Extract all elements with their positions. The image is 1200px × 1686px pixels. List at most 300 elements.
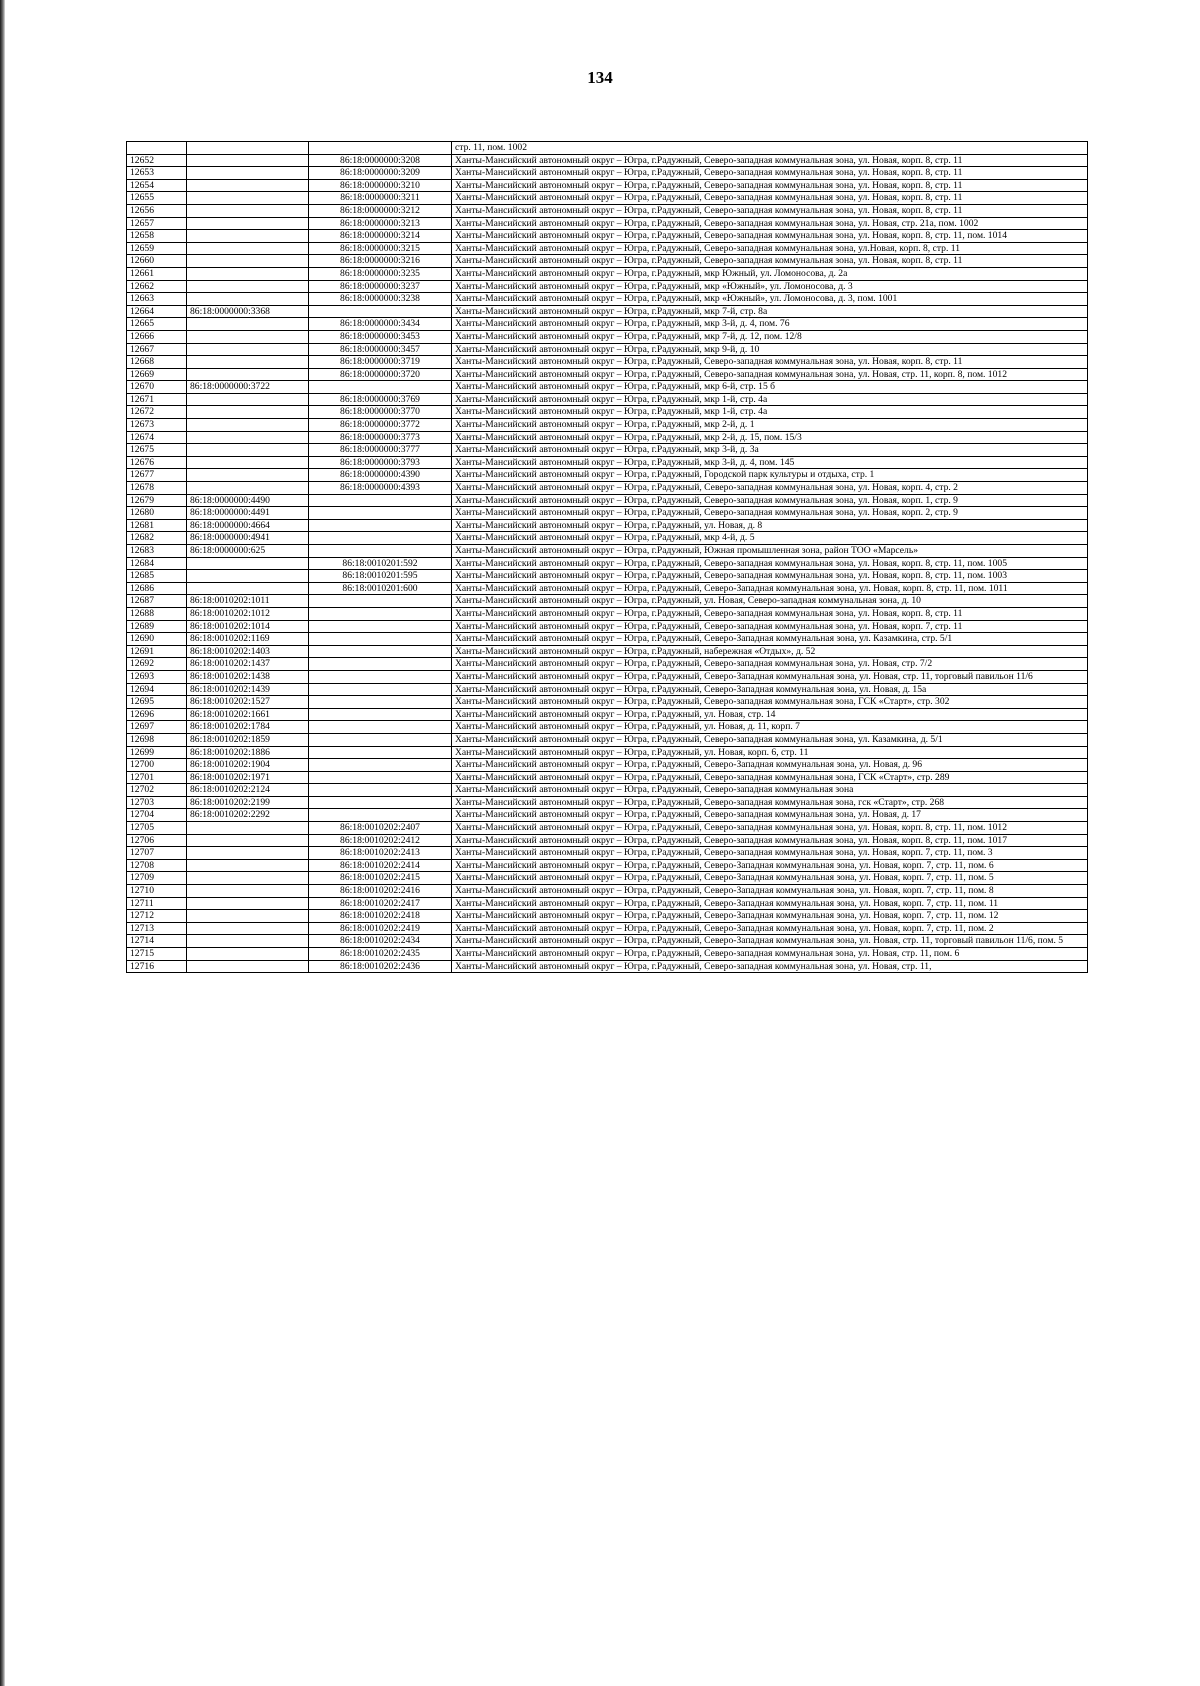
table-row xyxy=(127,393,1088,406)
object-cadastral-cell xyxy=(309,633,452,646)
land-cadastral-cell xyxy=(187,368,309,381)
land-cadastral-cell xyxy=(187,204,309,217)
address-cell: Ханты-Мансийский автономный округ – Югра, г.Радужный, ул. Новая, д. 8 xyxy=(452,519,1088,532)
table-row xyxy=(127,733,1088,746)
address-cell: Ханты-Мансийский автономный округ – Югра, г.Радужный, мкр 2-й, д. 1 xyxy=(452,419,1088,432)
record-number-cell: 12669 xyxy=(127,368,187,381)
record-number-cell: 12699 xyxy=(127,746,187,759)
object-cadastral-cell xyxy=(309,381,452,394)
table-row xyxy=(127,356,1088,369)
land-cadastral-cell xyxy=(187,217,309,230)
land-cadastral-cell: 86:18:0010202:2199 xyxy=(187,796,309,809)
address-cell: Ханты-Мансийский автономный округ – Югра, г.Радужный, Северо-Западная коммунальная зона, ул. Новая, д. 96 xyxy=(452,759,1088,772)
table-row xyxy=(127,242,1088,255)
object-cadastral-cell: 86:18:0000000:3453 xyxy=(309,330,452,343)
record-number-cell: 12652 xyxy=(127,154,187,167)
land-cadastral-cell xyxy=(187,847,309,860)
address-cell: Ханты-Мансийский автономный округ – Югра, г.Радужный, Северо-западная коммунальная зона, ул. Новая, д. 17 xyxy=(452,809,1088,822)
land-cadastral-cell xyxy=(187,960,309,973)
address-cell: Ханты-Мансийский автономный округ – Югра, г.Радужный, Городской парк культуры и отдыха, стр. 1 xyxy=(452,469,1088,482)
land-cadastral-cell xyxy=(187,154,309,167)
address-cell: Ханты-Мансийский автономный округ – Югра, г.Радужный, Северо-западная коммунальная зона, ул. Новая, корп. 8, стр. 11 xyxy=(452,167,1088,180)
address-cell: Ханты-Мансийский автономный округ – Югра, г.Радужный, ул. Новая, стр. 14 xyxy=(452,708,1088,721)
object-cadastral-cell xyxy=(309,595,452,608)
record-number-cell: 12698 xyxy=(127,733,187,746)
address-cell: Ханты-Мансийский автономный округ – Югра, г.Радужный, Северо-западная коммунальная зона, ул. Новая, корп. 8, стр. 11, пом. 1005 xyxy=(452,557,1088,570)
address-cell: Ханты-Мансийский автономный округ – Югра, г.Радужный, мкр 6-й, стр. 15 б xyxy=(452,381,1088,394)
object-cadastral-cell: 86:18:0000000:4390 xyxy=(309,469,452,482)
object-cadastral-cell: 86:18:0010202:2414 xyxy=(309,859,452,872)
address-cell: Ханты-Мансийский автономный округ – Югра, г.Радужный, Северо-западная коммунальная зона, ул. Новая, стр. 21а, пом. 1002 xyxy=(452,217,1088,230)
object-cadastral-cell: 86:18:0000000:3719 xyxy=(309,356,452,369)
record-number-cell: 12653 xyxy=(127,167,187,180)
table-row xyxy=(127,519,1088,532)
record-number-cell: 12693 xyxy=(127,670,187,683)
address-cell: Ханты-Мансийский автономный округ – Югра, г.Радужный, Северо-западная коммунальная зона, ул. Новая, корп. 7, стр. 11 xyxy=(452,620,1088,633)
address-cell: Ханты-Мансийский автономный округ – Югра, г.Радужный, Северо-западная коммунальная зона xyxy=(452,784,1088,797)
address-cell: Ханты-Мансийский автономный округ – Югра, г.Радужный, Северо-западная коммунальная зона, ул. Новая, корп. 7, стр. 11, пом. 3 xyxy=(452,847,1088,860)
table-row xyxy=(127,267,1088,280)
object-cadastral-cell xyxy=(309,796,452,809)
object-cadastral-cell: 86:18:0000000:3214 xyxy=(309,230,452,243)
land-cadastral-cell: 86:18:0000000:3722 xyxy=(187,381,309,394)
table-row xyxy=(127,570,1088,583)
record-number-cell: 12695 xyxy=(127,696,187,709)
record-number-cell: 12706 xyxy=(127,834,187,847)
land-cadastral-cell xyxy=(187,267,309,280)
table-row xyxy=(127,607,1088,620)
table-row xyxy=(127,696,1088,709)
land-cadastral-cell: 86:18:0010202:1437 xyxy=(187,658,309,671)
record-number-cell: 12661 xyxy=(127,267,187,280)
table-row xyxy=(127,494,1088,507)
table-row xyxy=(127,935,1088,948)
table-row xyxy=(127,670,1088,683)
table-row xyxy=(127,444,1088,457)
address-cell: Ханты-Мансийский автономный округ – Югра, г.Радужный, Северо-западная коммунальная зона, ул. Новая, корп. 1, стр. 9 xyxy=(452,494,1088,507)
object-cadastral-cell: 86:18:0000000:3720 xyxy=(309,368,452,381)
table-row xyxy=(127,822,1088,835)
land-cadastral-cell: 86:18:0000000:4941 xyxy=(187,532,309,545)
object-cadastral-cell xyxy=(309,809,452,822)
land-cadastral-cell xyxy=(187,167,309,180)
address-cell: Ханты-Мансийский автономный округ – Югра, г.Радужный, ул. Новая, Северо-западная коммунальная зона, д. 10 xyxy=(452,595,1088,608)
object-cadastral-cell xyxy=(309,746,452,759)
object-cadastral-cell: 86:18:0010201:600 xyxy=(309,582,452,595)
object-cadastral-cell xyxy=(309,683,452,696)
table-row xyxy=(127,582,1088,595)
land-cadastral-cell: 86:18:0010202:1439 xyxy=(187,683,309,696)
table-row xyxy=(127,595,1088,608)
table-row xyxy=(127,469,1088,482)
land-cadastral-cell xyxy=(187,230,309,243)
record-number-cell: 12662 xyxy=(127,280,187,293)
land-cadastral-cell: 86:18:0000000:3368 xyxy=(187,305,309,318)
object-cadastral-cell: 86:18:0000000:3216 xyxy=(309,255,452,268)
object-cadastral-cell: 86:18:0010201:592 xyxy=(309,557,452,570)
object-cadastral-cell xyxy=(309,545,452,558)
table-row xyxy=(127,809,1088,822)
record-number-cell: 12676 xyxy=(127,456,187,469)
land-cadastral-cell xyxy=(187,318,309,331)
table-row xyxy=(127,343,1088,356)
record-number-cell: 12668 xyxy=(127,356,187,369)
record-number-cell: 12684 xyxy=(127,557,187,570)
record-number-cell: 12663 xyxy=(127,293,187,306)
address-cell: Ханты-Мансийский автономный округ – Югра, г.Радужный, ул. Новая, корп. 6, стр. 11 xyxy=(452,746,1088,759)
table-row xyxy=(127,683,1088,696)
land-cadastral-cell xyxy=(187,192,309,205)
land-cadastral-cell xyxy=(187,456,309,469)
table-row xyxy=(127,633,1088,646)
object-cadastral-cell: 86:18:0000000:3215 xyxy=(309,242,452,255)
table-row xyxy=(127,708,1088,721)
object-cadastral-cell xyxy=(309,507,452,520)
object-cadastral-cell: 86:18:0000000:3235 xyxy=(309,267,452,280)
address-cell: Ханты-Мансийский автономный округ – Югра, г.Радужный, мкр Южный, ул. Ломоносова, д. 2а xyxy=(452,267,1088,280)
land-cadastral-cell xyxy=(187,419,309,432)
address-cell: Ханты-Мансийский автономный округ – Югра, г.Радужный, Северо-западная коммунальная зона, ул. Новая, стр. 11, корп. 8, пом. 1012 xyxy=(452,368,1088,381)
table-row xyxy=(127,771,1088,784)
land-cadastral-cell: 86:18:0000000:4490 xyxy=(187,494,309,507)
record-number-cell: 12692 xyxy=(127,658,187,671)
table-row xyxy=(127,142,1088,155)
land-cadastral-cell: 86:18:0000000:4491 xyxy=(187,507,309,520)
land-cadastral-cell xyxy=(187,431,309,444)
address-cell: Ханты-Мансийский автономный округ – Югра, г.Радужный, Северо-западная коммунальная зона, ул. Новая, корп. 8, стр. 11, пом. 1003 xyxy=(452,570,1088,583)
table-row xyxy=(127,759,1088,772)
table-row xyxy=(127,507,1088,520)
address-cell: Ханты-Мансийский автономный округ – Югра, г.Радужный, Северо-Западная коммунальная зона, ул. Новая, корп. 7, стр. 11, пом. 8 xyxy=(452,885,1088,898)
object-cadastral-cell xyxy=(309,607,452,620)
table-row xyxy=(127,318,1088,331)
land-cadastral-cell: 86:18:0000000:4664 xyxy=(187,519,309,532)
address-cell: Ханты-Мансийский автономный округ – Югра, г.Радужный, мкр 3-й, д. 4, пом. 76 xyxy=(452,318,1088,331)
address-cell: Ханты-Мансийский автономный округ – Югра, г.Радужный, Северо-Западная коммунальная зона, ул. Новая, корп. 7, стр. 11, пом. 2 xyxy=(452,922,1088,935)
registry-table-body xyxy=(127,142,1088,973)
address-cell: Ханты-Мансийский автономный округ – Югра, г.Радужный, мкр 3-й, д. 4, пом. 145 xyxy=(452,456,1088,469)
object-cadastral-cell xyxy=(309,519,452,532)
object-cadastral-cell xyxy=(309,733,452,746)
object-cadastral-cell xyxy=(309,645,452,658)
table-row xyxy=(127,545,1088,558)
land-cadastral-cell xyxy=(187,948,309,961)
address-cell: Ханты-Мансийский автономный округ – Югра, г.Радужный, мкр «Южный», ул. Ломоносова, д. 3 xyxy=(452,280,1088,293)
table-row xyxy=(127,859,1088,872)
land-cadastral-cell xyxy=(187,293,309,306)
table-row xyxy=(127,658,1088,671)
address-cell: Ханты-Мансийский автономный округ – Югра, г.Радужный, Северо-Западная коммунальная зона, ул. Новая, корп. 7, стр. 11, пом. 11 xyxy=(452,897,1088,910)
object-cadastral-cell xyxy=(309,784,452,797)
table-row xyxy=(127,280,1088,293)
table-row xyxy=(127,872,1088,885)
address-cell: Ханты-Мансийский автономный округ – Югра, г.Радужный, Северо-западная коммунальная зона, ул. Новая, стр. 11, пом. 6 xyxy=(452,948,1088,961)
record-number-cell: 12666 xyxy=(127,330,187,343)
object-cadastral-cell: 86:18:0000000:3211 xyxy=(309,192,452,205)
address-cell: стр. 11, пом. 1002 xyxy=(452,142,1088,155)
record-number-cell: 12687 xyxy=(127,595,187,608)
record-number-cell: 12711 xyxy=(127,897,187,910)
record-number-cell: 12679 xyxy=(127,494,187,507)
record-number-cell: 12677 xyxy=(127,469,187,482)
address-cell: Ханты-Мансийский автономный округ – Югра, г.Радужный, Северо-западная коммунальная зона, ул.Новая, корп. 8, стр. 11 xyxy=(452,242,1088,255)
table-row xyxy=(127,922,1088,935)
land-cadastral-cell xyxy=(187,935,309,948)
land-cadastral-cell: 86:18:0010202:1012 xyxy=(187,607,309,620)
table-row xyxy=(127,721,1088,734)
record-number-cell: 12714 xyxy=(127,935,187,948)
record-number-cell: 12702 xyxy=(127,784,187,797)
land-cadastral-cell xyxy=(187,897,309,910)
record-number-cell: 12655 xyxy=(127,192,187,205)
address-cell: Ханты-Мансийский автономный округ – Югра, г.Радужный, мкр 7-й, д. 12, пом. 12/8 xyxy=(452,330,1088,343)
address-cell: Ханты-Мансийский автономный округ – Югра, г.Радужный, Северо-Западная коммунальная зона, ул. Новая, стр. 11, торговый павильон 11/6, пом. 5 xyxy=(452,935,1088,948)
object-cadastral-cell xyxy=(309,532,452,545)
record-number-cell: 12701 xyxy=(127,771,187,784)
record-number-cell: 12675 xyxy=(127,444,187,457)
table-row xyxy=(127,910,1088,923)
address-cell: Ханты-Мансийский автономный округ – Югра, г.Радужный, мкр 7-й, стр. 8а xyxy=(452,305,1088,318)
record-number-cell: 12697 xyxy=(127,721,187,734)
record-number-cell: 12688 xyxy=(127,607,187,620)
record-number-cell: 12713 xyxy=(127,922,187,935)
table-row xyxy=(127,948,1088,961)
table-row xyxy=(127,192,1088,205)
record-number-cell: 12696 xyxy=(127,708,187,721)
address-cell: Ханты-Мансийский автономный округ – Югра, г.Радужный, Северо-западная коммунальная зона, ул. Новая, корп. 4, стр. 2 xyxy=(452,482,1088,495)
object-cadastral-cell xyxy=(309,620,452,633)
object-cadastral-cell: 86:18:0000000:3213 xyxy=(309,217,452,230)
object-cadastral-cell xyxy=(309,305,452,318)
record-number-cell: 12686 xyxy=(127,582,187,595)
object-cadastral-cell: 86:18:0000000:3769 xyxy=(309,393,452,406)
object-cadastral-cell xyxy=(309,771,452,784)
table-row xyxy=(127,368,1088,381)
land-cadastral-cell xyxy=(187,469,309,482)
address-cell: Ханты-Мансийский автономный округ – Югра, г.Радужный, мкр 2-й, д. 15, пом. 15/3 xyxy=(452,431,1088,444)
address-cell: Ханты-Мансийский автономный округ – Югра, г.Радужный, Северо-западная коммунальная зона, ул. Новая, корп. 8, стр. 11 xyxy=(452,154,1088,167)
address-cell: Ханты-Мансийский автономный округ – Югра, г.Радужный, Северо-западная коммунальная зона, ул. Новая, корп. 8, стр. 11 xyxy=(452,192,1088,205)
land-cadastral-cell xyxy=(187,242,309,255)
object-cadastral-cell: 86:18:0000000:3208 xyxy=(309,154,452,167)
object-cadastral-cell: 86:18:0010202:2407 xyxy=(309,822,452,835)
scan-edge xyxy=(0,0,5,1686)
table-row xyxy=(127,419,1088,432)
record-number-cell: 12670 xyxy=(127,381,187,394)
record-number-cell: 12716 xyxy=(127,960,187,973)
land-cadastral-cell xyxy=(187,872,309,885)
land-cadastral-cell xyxy=(187,885,309,898)
land-cadastral-cell: 86:18:0010202:2124 xyxy=(187,784,309,797)
address-cell: Ханты-Мансийский автономный округ – Югра, г.Радужный, Северо-западная коммунальная зона, ул. Новая, корп. 8, стр. 11 xyxy=(452,607,1088,620)
record-number-cell: 12658 xyxy=(127,230,187,243)
address-cell: Ханты-Мансийский автономный округ – Югра, г.Радужный, Северо-западная коммунальная зона, ГСК «Старт», стр. 302 xyxy=(452,696,1088,709)
object-cadastral-cell: 86:18:0000000:3773 xyxy=(309,431,452,444)
land-cadastral-cell xyxy=(187,859,309,872)
record-number-cell: 12715 xyxy=(127,948,187,961)
table-row xyxy=(127,834,1088,847)
table-row xyxy=(127,897,1088,910)
table-row xyxy=(127,645,1088,658)
object-cadastral-cell: 86:18:0010202:2436 xyxy=(309,960,452,973)
table-row xyxy=(127,217,1088,230)
table-row xyxy=(127,167,1088,180)
record-number-cell: 12681 xyxy=(127,519,187,532)
address-cell: Ханты-Мансийский автономный округ – Югра, г.Радужный, Северо-Западная коммунальная зона, ул. Новая, д. 15а xyxy=(452,683,1088,696)
record-number-cell: 12665 xyxy=(127,318,187,331)
object-cadastral-cell: 86:18:0000000:3457 xyxy=(309,343,452,356)
land-cadastral-cell: 86:18:0010202:1011 xyxy=(187,595,309,608)
table-row xyxy=(127,154,1088,167)
table-row xyxy=(127,431,1088,444)
record-number-cell: 12689 xyxy=(127,620,187,633)
object-cadastral-cell: 86:18:0010202:2412 xyxy=(309,834,452,847)
address-cell: Ханты-Мансийский автономный округ – Югра, г.Радужный, Северо-западная коммунальная зона, ул. Новая, корп. 2, стр. 9 xyxy=(452,507,1088,520)
address-cell: Ханты-Мансийский автономный округ – Югра, г.Радужный, Северо-западная коммунальная зона, ул. Новая, стр. 11, xyxy=(452,960,1088,973)
record-number-cell: 12683 xyxy=(127,545,187,558)
object-cadastral-cell: 86:18:0000000:4393 xyxy=(309,482,452,495)
object-cadastral-cell: 86:18:0010202:2417 xyxy=(309,897,452,910)
address-cell: Ханты-Мансийский автономный округ – Югра, г.Радужный, Северо-западная коммунальная зона, ул. Новая, корп. 8, стр. 11 xyxy=(452,204,1088,217)
land-cadastral-cell xyxy=(187,482,309,495)
record-number-cell: 12685 xyxy=(127,570,187,583)
table-row xyxy=(127,330,1088,343)
table-row xyxy=(127,230,1088,243)
address-cell: Ханты-Мансийский автономный округ – Югра, г.Радужный, Северо-Западная коммунальная зона, ул. Новая, корп. 7, стр. 11, пом. 12 xyxy=(452,910,1088,923)
object-cadastral-cell: 86:18:0000000:3793 xyxy=(309,456,452,469)
land-cadastral-cell xyxy=(187,557,309,570)
record-number-cell: 12700 xyxy=(127,759,187,772)
record-number-cell: 12703 xyxy=(127,796,187,809)
record-number-cell: 12707 xyxy=(127,847,187,860)
land-cadastral-cell xyxy=(187,834,309,847)
object-cadastral-cell xyxy=(309,708,452,721)
land-cadastral-cell: 86:18:0010202:1886 xyxy=(187,746,309,759)
object-cadastral-cell xyxy=(309,670,452,683)
land-cadastral-cell: 86:18:0010202:1859 xyxy=(187,733,309,746)
land-cadastral-cell: 86:18:0000000:625 xyxy=(187,545,309,558)
land-cadastral-cell xyxy=(187,179,309,192)
land-cadastral-cell xyxy=(187,393,309,406)
table-row xyxy=(127,847,1088,860)
table-row xyxy=(127,204,1088,217)
record-number-cell: 12659 xyxy=(127,242,187,255)
address-cell: Ханты-Мансийский автономный округ – Югра, г.Радужный, Северо-западная коммунальная зона, ул. Казамкина, д. 5/1 xyxy=(452,733,1088,746)
record-number-cell: 12654 xyxy=(127,179,187,192)
land-cadastral-cell: 86:18:0010202:1904 xyxy=(187,759,309,772)
record-number-cell: 12704 xyxy=(127,809,187,822)
address-cell: Ханты-Мансийский автономный округ – Югра, г.Радужный, Северо-Западная коммунальная зона, ул. Новая, корп. 7, стр. 11, пом. 5 xyxy=(452,872,1088,885)
land-cadastral-cell: 86:18:0010202:2292 xyxy=(187,809,309,822)
land-cadastral-cell: 86:18:0010202:1971 xyxy=(187,771,309,784)
record-number-cell: 12664 xyxy=(127,305,187,318)
address-cell: Ханты-Мансийский автономный округ – Югра, г.Радужный, Северо-Западная коммунальная зона, ул. Казамкина, стр. 5/1 xyxy=(452,633,1088,646)
land-cadastral-cell: 86:18:0010202:1438 xyxy=(187,670,309,683)
record-number-cell xyxy=(127,142,187,155)
object-cadastral-cell: 86:18:0000000:3237 xyxy=(309,280,452,293)
table-row xyxy=(127,293,1088,306)
address-cell: Ханты-Мансийский автономный округ – Югра, г.Радужный, Северо-западная коммунальная зона, ул. Новая, корп. 8, стр. 11, пом. 1012 xyxy=(452,822,1088,835)
address-cell: Ханты-Мансийский автономный округ – Югра, г.Радужный, Северо-западная коммунальная зона, гск «Старт», стр. 268 xyxy=(452,796,1088,809)
record-number-cell: 12680 xyxy=(127,507,187,520)
record-number-cell: 12690 xyxy=(127,633,187,646)
table-row xyxy=(127,406,1088,419)
table-row xyxy=(127,456,1088,469)
record-number-cell: 12672 xyxy=(127,406,187,419)
record-number-cell: 12712 xyxy=(127,910,187,923)
land-cadastral-cell xyxy=(187,570,309,583)
object-cadastral-cell: 86:18:0000000:3777 xyxy=(309,444,452,457)
table-row xyxy=(127,960,1088,973)
table-row xyxy=(127,305,1088,318)
page-number: 134 xyxy=(587,68,613,87)
object-cadastral-cell: 86:18:0000000:3770 xyxy=(309,406,452,419)
table-row xyxy=(127,796,1088,809)
land-cadastral-cell: 86:18:0010202:1169 xyxy=(187,633,309,646)
table-row xyxy=(127,784,1088,797)
table-row xyxy=(127,255,1088,268)
land-cadastral-cell xyxy=(187,444,309,457)
object-cadastral-cell xyxy=(309,494,452,507)
address-cell: Ханты-Мансийский автономный округ – Югра, г.Радужный, ул. Новая, д. 11, корп. 7 xyxy=(452,721,1088,734)
record-number-cell: 12671 xyxy=(127,393,187,406)
address-cell: Ханты-Мансийский автономный округ – Югра, г.Радужный, Северо-западная коммунальная зона, ул. Новая, корп. 8, стр. 11, пом. 1014 xyxy=(452,230,1088,243)
table-row xyxy=(127,179,1088,192)
object-cadastral-cell: 86:18:0000000:3434 xyxy=(309,318,452,331)
record-number-cell: 12691 xyxy=(127,645,187,658)
table-row xyxy=(127,482,1088,495)
object-cadastral-cell xyxy=(309,696,452,709)
land-cadastral-cell: 86:18:0010202:1527 xyxy=(187,696,309,709)
address-cell: Ханты-Мансийский автономный округ – Югра, г.Радужный, мкр 1-й, стр. 4а xyxy=(452,406,1088,419)
record-number-cell: 12682 xyxy=(127,532,187,545)
object-cadastral-cell: 86:18:0000000:3212 xyxy=(309,204,452,217)
address-cell: Ханты-Мансийский автономный округ – Югра, г.Радужный, мкр 1-й, стр. 4а xyxy=(452,393,1088,406)
record-number-cell: 12694 xyxy=(127,683,187,696)
land-cadastral-cell xyxy=(187,356,309,369)
table-row xyxy=(127,620,1088,633)
object-cadastral-cell: 86:18:0010201:595 xyxy=(309,570,452,583)
registry-table xyxy=(126,141,1088,973)
table-row xyxy=(127,557,1088,570)
land-cadastral-cell: 86:18:0010202:1403 xyxy=(187,645,309,658)
object-cadastral-cell: 86:18:0010202:2416 xyxy=(309,885,452,898)
land-cadastral-cell xyxy=(187,406,309,419)
address-cell: Ханты-Мансийский автономный округ – Югра, г.Радужный, мкр 3-й, д. 3а xyxy=(452,444,1088,457)
address-cell: Ханты-Мансийский автономный округ – Югра, г.Радужный, Северо-западная коммунальная зона, ул. Новая, корп. 8, стр. 11 xyxy=(452,356,1088,369)
table-row xyxy=(127,532,1088,545)
land-cadastral-cell: 86:18:0010202:1661 xyxy=(187,708,309,721)
record-number-cell: 12705 xyxy=(127,822,187,835)
record-number-cell: 12709 xyxy=(127,872,187,885)
table-row xyxy=(127,381,1088,394)
object-cadastral-cell xyxy=(309,759,452,772)
address-cell: Ханты-Мансийский автономный округ – Югра, г.Радужный, мкр 9-й, д. 10 xyxy=(452,343,1088,356)
land-cadastral-cell xyxy=(187,822,309,835)
address-cell: Ханты-Мансийский автономный округ – Югра, г.Радужный, Северо-Западная коммунальная зона, ул. Новая, корп. 7, стр. 11, пом. 6 xyxy=(452,859,1088,872)
record-number-cell: 12678 xyxy=(127,482,187,495)
address-cell: Ханты-Мансийский автономный округ – Югра, г.Радужный, Северо-Западная коммунальная зона, ул. Новая, стр. 11, торговый павильон 11/6 xyxy=(452,670,1088,683)
table-row xyxy=(127,746,1088,759)
land-cadastral-cell xyxy=(187,582,309,595)
land-cadastral-cell xyxy=(187,280,309,293)
address-cell: Ханты-Мансийский автономный округ – Югра, г.Радужный, мкр «Южный», ул. Ломоносова, д. 3, пом. 1001 xyxy=(452,293,1088,306)
record-number-cell: 12660 xyxy=(127,255,187,268)
address-cell: Ханты-Мансийский автономный округ – Югра, г.Радужный, Северо-западная коммунальная зона, ул. Новая, корп. 8, стр. 11 xyxy=(452,179,1088,192)
object-cadastral-cell: 86:18:0010202:2419 xyxy=(309,922,452,935)
address-cell: Ханты-Мансийский автономный округ – Югра, г.Радужный, набережная «Отдых», д. 52 xyxy=(452,645,1088,658)
record-number-cell: 12710 xyxy=(127,885,187,898)
